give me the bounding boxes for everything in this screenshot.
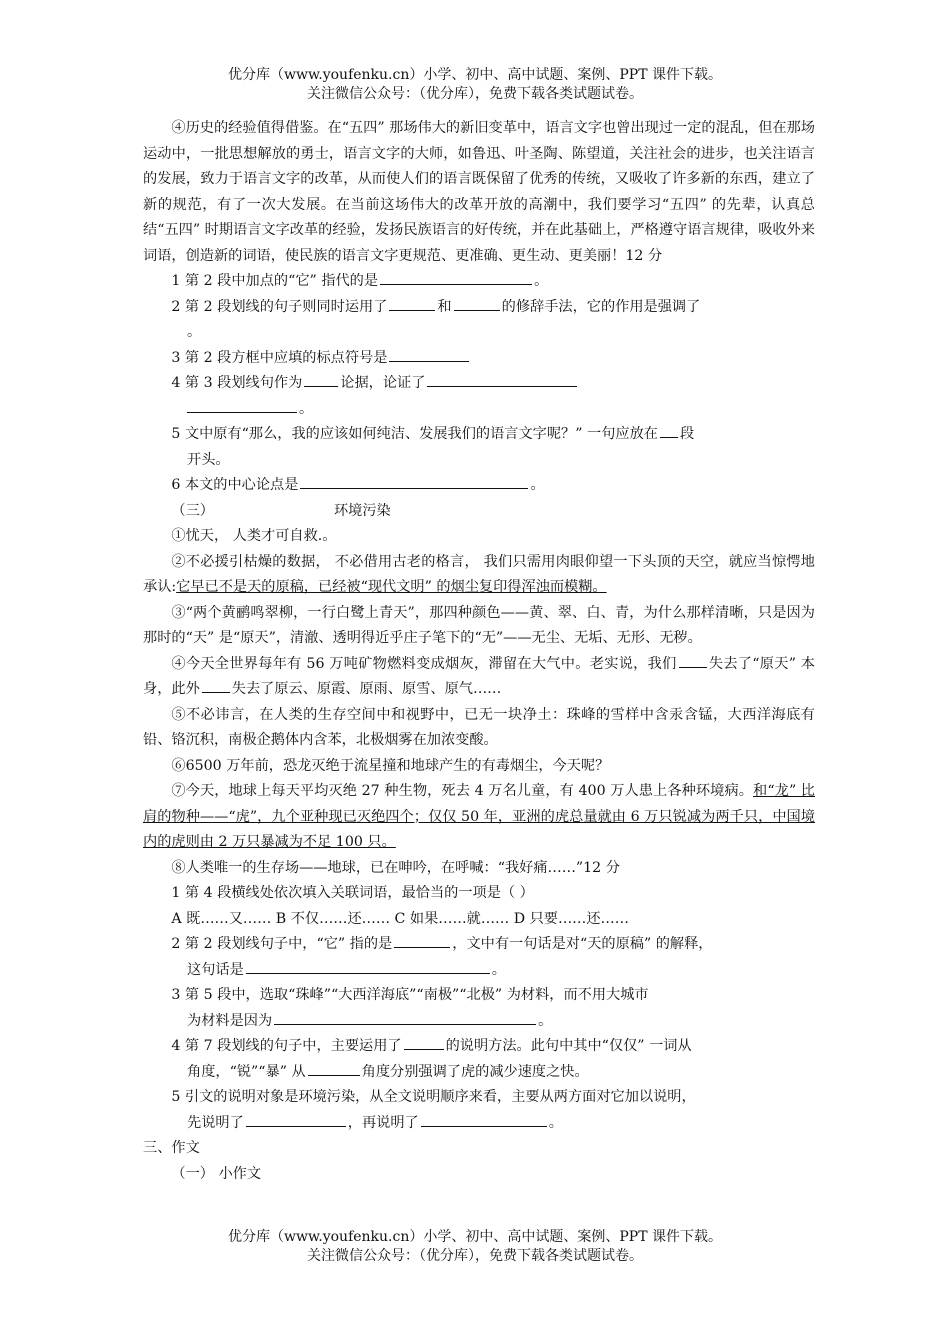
passage3-para7: ⑦今天，地球上每天平均灭绝 27 种生物，死去 4 万名儿童，有 400 万人患上各种环境病。和“龙” 比肩的物种——“虎”，九个亚种现已灭绝四个；仅仅 50 年，亚洲的虎总量就由 6 万只锐减为两千只，中国境内的虎则由 2 万只暴减为不足 100 只。 (143, 783, 815, 850)
p3-question-2: 2 第 2 段划线句子中，“它” 指的是 ，文中有一句话是对“天的原稿” 的解释， 这句话是 。 (143, 932, 815, 983)
subsection-heading: （一） 小作文 (171, 1165, 262, 1182)
footer-line-1: 优分库（www.youfenku.cn）小学、初中、高中试题、案例、PPT 课件下载。 (227, 1229, 722, 1245)
footer-line-2: 关注微信公众号：（优分库），免费下载各类试题试卷。 (307, 1248, 643, 1264)
passage3-heading: （三） 环境污染 (171, 502, 391, 519)
p2-question-6: 6 本文的中心论点是 。 (143, 473, 815, 499)
page-header (0, 66, 950, 104)
p2-question-4: 4 第 3 段划线句作为 论据，论证了 。 (143, 371, 815, 422)
passage3-para2: ②不必援引枯燥的数据， 不必借用古老的格言， 我们只需用肉眼仰望一下头顶的天空，就应当惊愕地承认:它早已不是天的原稿，已经被“现代文明” 的烟尘复印得浑浊而模糊。 (143, 553, 815, 595)
passage3-para3: ③“两个黄鹂鸣翠柳，一行白鹭上青天”，那四种颜色——黄、翠、白、青，为什么那样清晰，只是因为那时的“天” 是“原天”，清澈、透明得近乎庄子笔下的“无”——无尘、无垢、无形、无秽。 (143, 604, 815, 646)
p2-question-3: 3 第 2 段方框中应填的标点符号是 (143, 346, 815, 372)
p3-question-1-options: A 既……又…… B 不仅……还…… C 如果……就…… D 只要……还…… (171, 910, 629, 927)
p2-question-5: 5 文中原有“那么，我的应该如何纯洁、发展我们的语言文字呢？” 一句应放在 段 开头。 (143, 422, 815, 473)
passage3-title: 环境污染 (333, 502, 391, 519)
document-body (143, 116, 815, 1187)
passage3-para5: ⑤不必讳言，在人类的生存空间中和视野中，已无一块净土：珠峰的雪样中含汞含锰，大西洋海底有铅、铬沉积，南极企鹅体内含苯，北极烟雾在加浓变酸。 (143, 706, 815, 748)
underlined-sentence: 它早已不是天的原稿，已经被“现代文明” 的烟尘复印得浑浊而模糊。 (176, 579, 607, 595)
passage3-para1: ①忧天， 人类才可自救.。 (171, 528, 337, 544)
p2-question-1: 1 第 2 段中加点的“它” 指代的是 。 (143, 269, 815, 295)
passage3-para4: ④今天全世界每年有 56 万吨矿物燃料变成烟灰，滞留在大气中。老实说，我们 失去了“原天” 本身，此外 失去了原云、原霞、原雨、原雪、原气…… (143, 652, 815, 703)
passage2-para4: ④历史的经验值得借鉴。在“五四” 那场伟大的新旧变革中，语言文字也曾出现过一定的混乱，但在那场运动中，一批思想解放的勇士，语言文字的大师，如鲁迅、叶圣陶、陈望道，关注社会的进步，也关注语言的发展，致力于语言文字的改革，从而使人们的语言既保留了优秀的传统，又吸收了许多新的东西，建立了新的规范，有了一次大发展。在当前这场伟大的改革开放的高潮中，我们要学习“五四” 的先辈，认真总结“五四” 时期语言文字改革的经验，发扬民族语言的好传统，并在此基础上，严格遵守语言规律，吸收外来词语，创造新的词语，使民族的语言文字更规范、更准确、更生动、更美丽！12 分 (143, 120, 815, 264)
underlined-sentence: 和“龙” 比肩的物种——“虎”，九个亚种现已灭绝四个；仅仅 50 年，亚洲的虎总量就由 6 万只锐减为两千只，中国境内的虎则由 2 万只暴减为不足 100 只。 (143, 783, 815, 850)
passage3-para6: ⑥6500 万年前，恐龙灭绝于流星撞和地球产生的有毒烟尘，今天呢？ (171, 757, 610, 774)
page-footer (0, 1228, 950, 1266)
header-line-1: 优分库（www.youfenku.cn）小学、初中、高中试题、案例、PPT 课件下载。 (227, 67, 722, 83)
p3-question-1: 1 第 4 段横线处依次填入关联词语，最恰当的一项是（ ） (171, 885, 534, 901)
header-line-2: 关注微信公众号：（优分库），免费下载各类试题试卷。 (307, 86, 643, 102)
p3-question-4: 4 第 7 段划线的句子中，主要运用了 的说明方法。此句中其中“仅仅” 一词从 角度，“锐”“暴” 从 角度分别强调了虎的减少速度之快。 (143, 1034, 815, 1085)
p3-question-3: 3 第 5 段中，选取“珠峰”“大西洋海底”“南极”“北极” 为材料，而不用大城市 为材料是因为 。 (171, 987, 649, 1029)
p2-question-2: 2 第 2 段划线的句子则同时运用了 和 的修辞手法，它的作用是强调了 。 (143, 295, 815, 346)
section-heading: 三、作文 (143, 1140, 200, 1156)
p3-question-5: 5 引文的说明对象是环境污染，从全文说明顺序来看，主要从两方面对它加以说明， 先说明了 ，再说明了 。 (171, 1089, 696, 1131)
passage3-para8: ⑧人类唯一的生存场——地球，已在呻吟，在呼喊：“我好痛……”12 分 (171, 859, 620, 876)
